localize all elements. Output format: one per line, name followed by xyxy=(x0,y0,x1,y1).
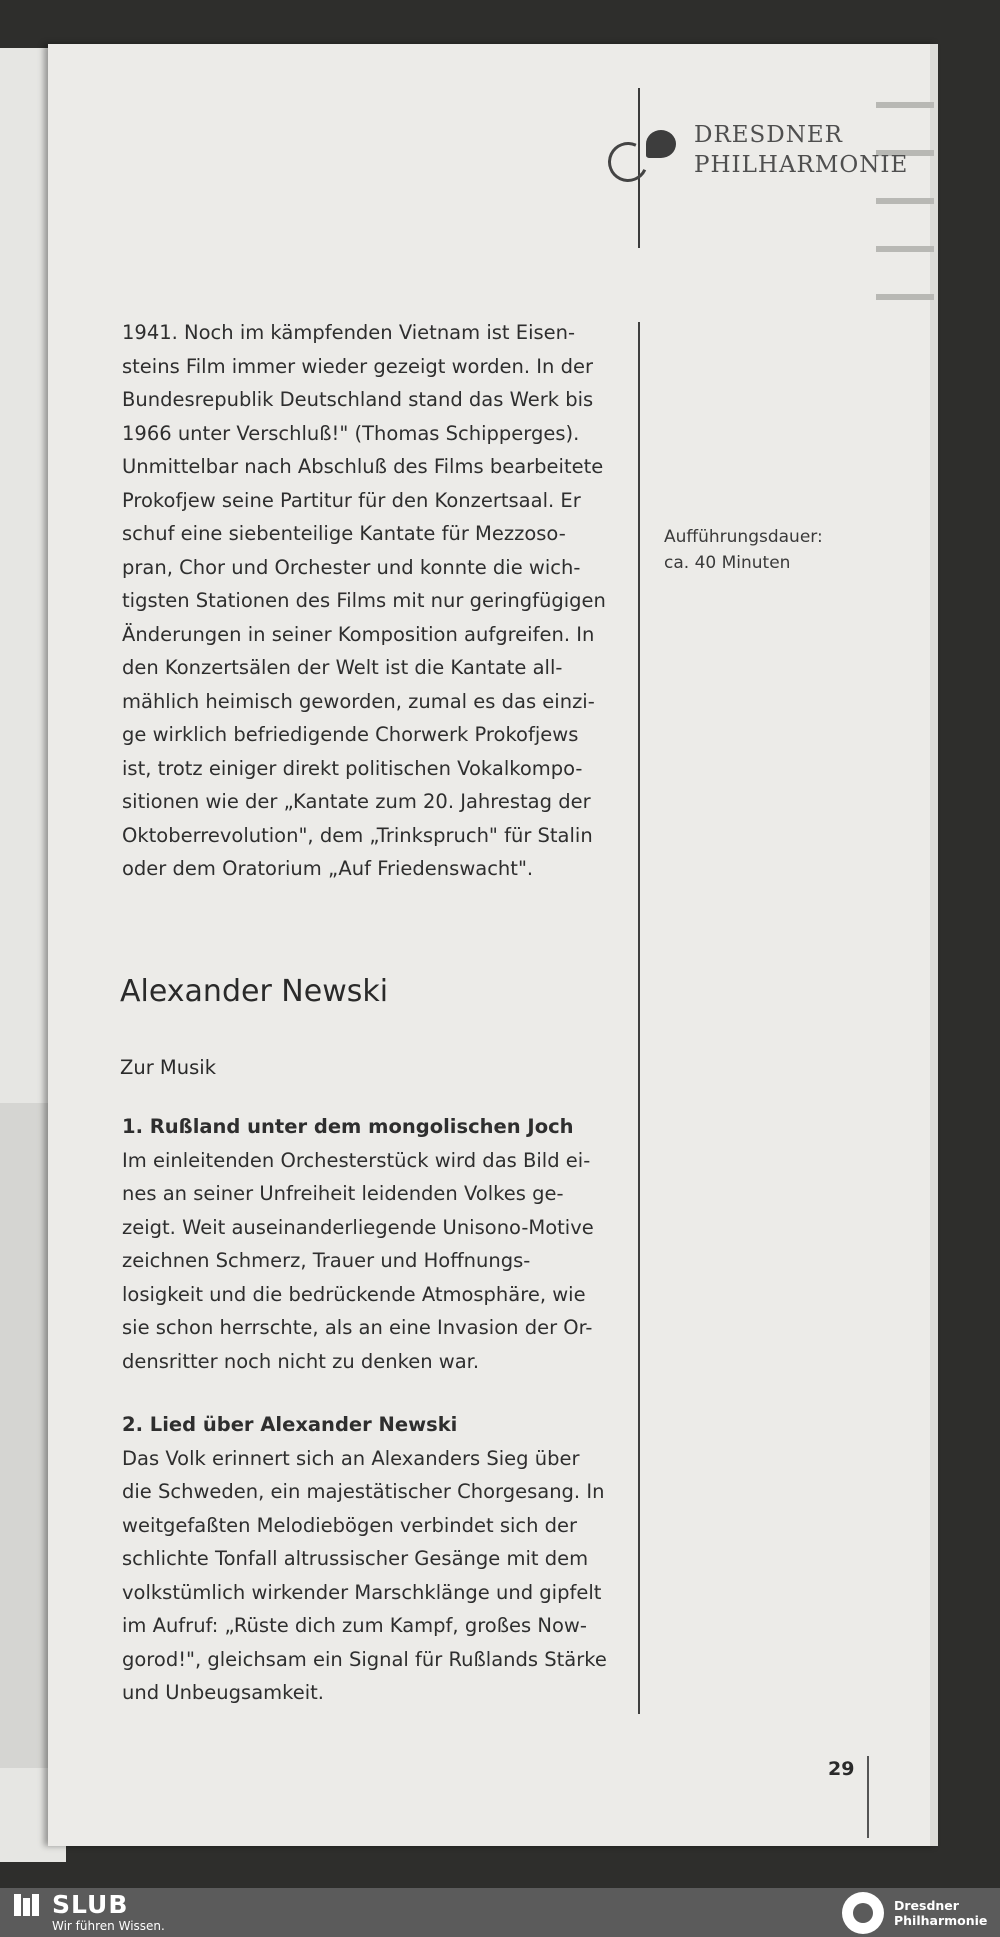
text-line: die Schweden, ein majestätischer Chorgesang. In xyxy=(122,1480,605,1503)
philharmonie-wordmark xyxy=(894,1898,987,1928)
text-line: Oktoberrevolution", dem „Trinkspruch" für Stalin xyxy=(122,823,593,847)
logo-line-1: DRESDNER xyxy=(694,122,843,148)
text-line: losigkeit und die bedrückende Atmosphäre, wie xyxy=(122,1282,586,1306)
slub-name: SLUB xyxy=(52,1890,129,1919)
philharmonie-line-2: Philharmonie xyxy=(894,1913,988,1928)
movement-2 xyxy=(122,1408,628,1710)
duration-label: Aufführungsdauer: xyxy=(664,527,823,547)
philharmonie-logo-icon xyxy=(842,1892,884,1934)
slub-logo-icon xyxy=(14,1894,38,1916)
text-line: Änderungen in seiner Komposition aufgreifen. In xyxy=(122,622,595,646)
text-line: pran, Chor und Orchester und konnte die wich- xyxy=(122,555,581,579)
text-line: den Konzertsälen der Welt ist die Kantate all- xyxy=(122,656,563,679)
text-line: Unmittelbar nach Abschluß des Films bearbeitete xyxy=(122,455,604,478)
text-line: schuf eine siebenteilige Kantate für Mezzoso- xyxy=(122,522,566,545)
text-line: Das Volk erinnert sich an Alexanders Sieg über xyxy=(122,1446,580,1470)
text-line: schlichte Tonfall altrussischer Gesänge mit dem xyxy=(122,1547,589,1570)
section-heading: Alexander Newski xyxy=(120,974,389,1009)
text-line: Im einleitenden Orchesterstück wird das Bild ei- xyxy=(122,1148,591,1172)
document-page xyxy=(48,44,938,1846)
page-number: 29 xyxy=(828,1758,855,1780)
text-line: 1941. Noch im kämpfenden Vietnam ist Eisen- xyxy=(122,321,576,344)
text-line: densritter noch nicht zu denken war. xyxy=(122,1349,480,1373)
philharmonie-line-1: Dresdner xyxy=(894,1898,959,1913)
text-line: gorod!", gleichsam ein Signal für Rußlands Stärke xyxy=(122,1647,607,1671)
text-line: volkstümlich wirkender Marschklänge und gipfelt xyxy=(122,1580,602,1604)
text-line: und Unbeugsamkeit. xyxy=(122,1681,324,1704)
text-line: 1966 unter Verschluß!" (Thomas Schipperges). xyxy=(122,421,580,445)
text-line: mählich heimisch geworden, zumal es das einzi- xyxy=(122,689,595,713)
slub-tagline: Wir führen Wissen. xyxy=(52,1919,165,1933)
text-line: steins Film immer wieder gezeigt worden. In der xyxy=(122,354,593,378)
text-line: sitionen wie der „Kantate zum 20. Jahrestag der xyxy=(122,790,591,813)
text-line: sie schon herrschte, als an eine Invasion der Or- xyxy=(122,1316,593,1339)
logo-line-2: PHILHARMONIE xyxy=(694,152,909,178)
text-line: weitgefaßten Melodiebögen verbindet sich der xyxy=(122,1513,578,1537)
text-line: oder dem Oratorium „Auf Friedenswacht". xyxy=(122,857,534,880)
text-line: nes an seiner Unfreiheit leidenden Volkes ge- xyxy=(122,1182,564,1205)
text-line: zeichnen Schmerz, Trauer und Hoffnungs- xyxy=(122,1249,531,1272)
text-line: tigsten Stationen des Films mit nur geringfügigen xyxy=(122,589,606,612)
footer-bar xyxy=(0,1888,1000,1937)
intro-paragraph xyxy=(122,316,628,886)
movement-1 xyxy=(122,1110,628,1378)
section-subheading: Zur Musik xyxy=(120,1056,216,1079)
movement-1-title: 1. Rußland unter dem mongolischen Joch xyxy=(122,1115,574,1138)
movement-2-title: 2. Lied über Alexander Newski xyxy=(122,1413,458,1436)
performance-duration-note xyxy=(664,524,914,576)
text-line: ist, trotz einiger direkt politischen Vokalkompo- xyxy=(122,756,583,780)
logo-wordmark xyxy=(694,120,934,180)
text-line: Prokofjew seine Partitur für den Konzertsaal. Er xyxy=(122,488,581,512)
text-line: Bundesrepublik Deutschland stand das Werk bis xyxy=(122,388,594,411)
text-line: ge wirklich befriedigende Chorwerk Prokofjews xyxy=(122,723,579,746)
column-divider xyxy=(638,322,640,1714)
logo-p-icon xyxy=(646,130,676,158)
duration-value: ca. 40 Minuten xyxy=(664,553,791,573)
text-line: im Aufruf: „Rüste dich zum Kampf, großes Now- xyxy=(122,1614,587,1637)
page-number-rule xyxy=(867,1756,869,1838)
text-line: zeigt. Weit auseinanderliegende Unisono-Motive xyxy=(122,1215,594,1239)
